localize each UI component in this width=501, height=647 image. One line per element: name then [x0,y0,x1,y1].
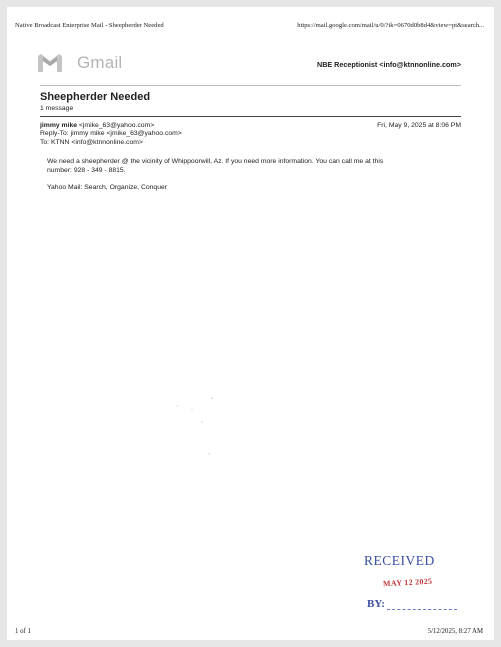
stamp-received: RECEIVED [364,553,435,568]
stamp-signature-line [387,609,457,610]
message-count: 1 message [40,105,74,112]
divider-bottom [40,116,461,117]
gmail-wordmark: Gmail [77,53,123,72]
stamp-by: BY: [367,598,385,610]
email-date: Fri, May 9, 2025 at 8:06 PM [377,122,461,129]
reply-to-line: Reply-To: jimmy mike <jmike_63@yahoo.com> [40,130,182,138]
gmail-logo [37,53,122,73]
received-stamp [359,550,469,620]
body-line-2: number: 928 - 349 - 8815. [47,166,126,174]
email-subject: Sheepherder Needed [40,91,151,103]
gmail-icon [37,53,63,73]
printed-page [7,7,494,640]
email-meta [40,122,182,147]
sender-email: <jmike_63@yahoo.com> [78,122,155,129]
print-header-url: https://mail.google.com/mail/u/0/?ik=0670d0b8d4&view=pt&search... [297,22,484,29]
from-line [40,122,182,130]
scan-specks [167,392,237,462]
divider-top [40,85,461,86]
account-label: NBE Receptionist <info@ktnnonline.com> [317,60,461,69]
body-paragraph [47,158,452,175]
email-body [47,158,452,202]
print-header-title: Native Broadcast Enterprise Mail - Sheepherder Needed [15,22,164,29]
email-signature: Yahoo Mail: Search, Organize, Conquer [47,184,168,192]
stamp-date: MAY 12 2025 [382,576,433,589]
to-line: To: KTNN <info@ktnnonline.com> [40,138,143,146]
print-timestamp: 5/12/2025, 8:27 AM [427,628,483,635]
body-line-1: We need a sheepherder @ the vicinity of Whippoorwill, Az. If you need more information. You can call me at this [47,158,384,165]
page-number: 1 of 1 [15,628,31,635]
sender-name: jimmy mike [40,122,78,129]
